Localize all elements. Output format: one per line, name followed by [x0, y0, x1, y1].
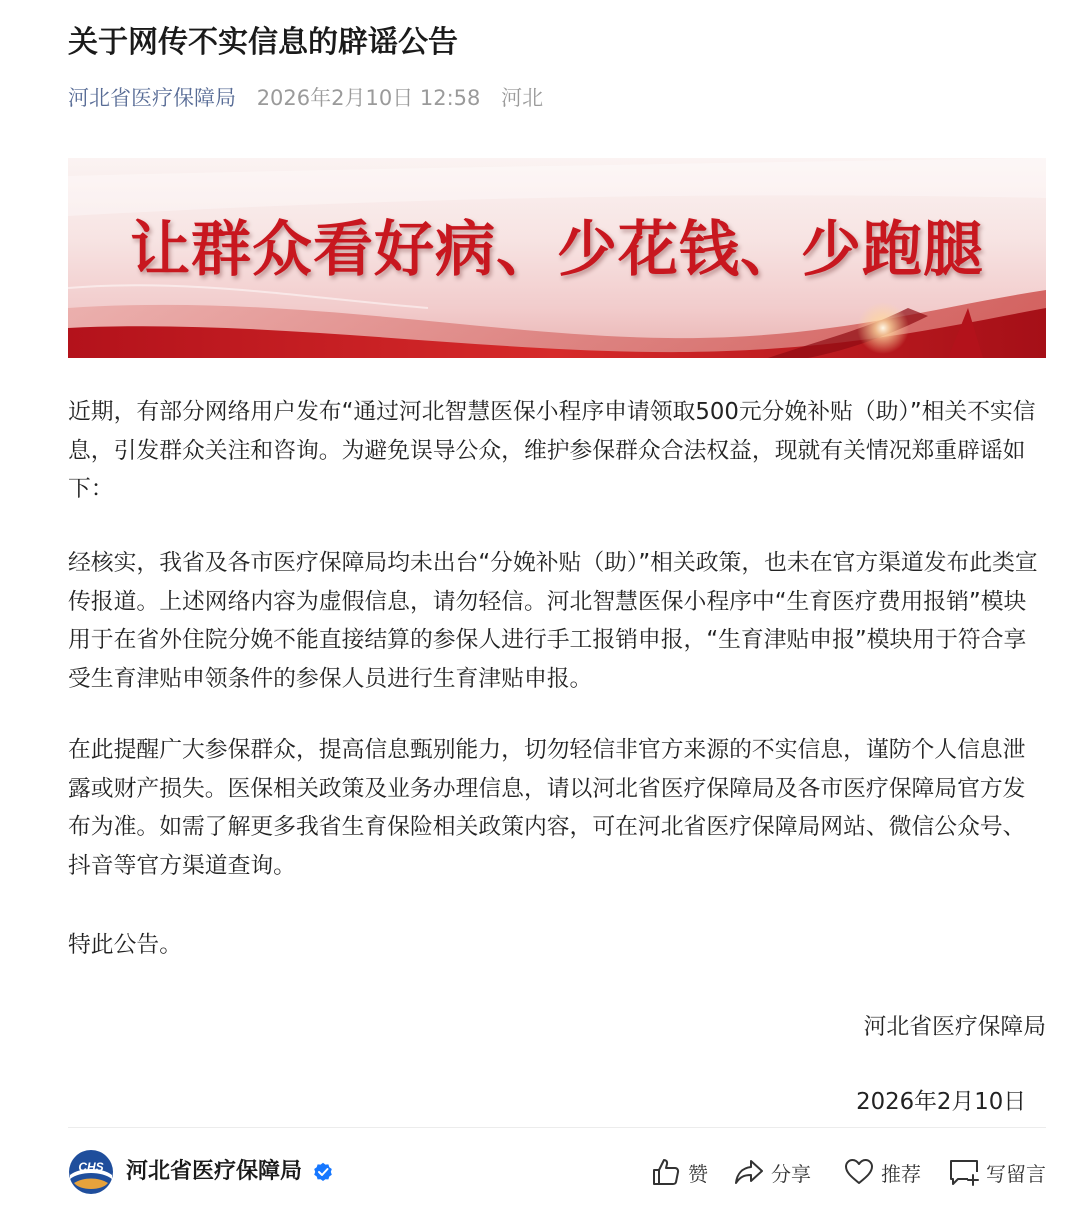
comment-plus-icon [948, 1156, 980, 1188]
comment-label: 写留言 [986, 1161, 1046, 1186]
signature-date: 2026年2月10日 [856, 1089, 1026, 1115]
recommend-label: 推荐 [881, 1161, 921, 1186]
avatar-logo-text: CHS [78, 1160, 104, 1174]
article-paragraph: 在此提醒广大参保群众，提高信息甄别能力，切勿轻信非官方来源的不实信息，谨防个人信息泄露或财产损失。医保相关政策及业务办理信息，请以河北省医疗保障局及各市医疗保障局官方发布为准。如需了解更多我省生育保险相关政策内容，可在河北省医疗保障局网站、微信公众号、抖音等官方渠道查询。 [68, 737, 1026, 879]
publish-location: 河北 [501, 86, 544, 110]
author-link[interactable]: 河北省医疗保障局 [68, 86, 236, 110]
signature-org: 河北省医疗保障局 [863, 1014, 1046, 1040]
share-arrow-icon [733, 1156, 765, 1188]
thumbs-up-icon [650, 1156, 682, 1188]
heart-icon [843, 1156, 875, 1188]
comment-button[interactable] [948, 1152, 1046, 1192]
publish-datetime: 2026年2月10日 12:58 [256, 86, 481, 110]
account-footer-bar [68, 1128, 1046, 1206]
verified-badge-icon [313, 1162, 333, 1182]
like-button[interactable] [650, 1152, 708, 1192]
article-paragraph: 经核实，我省及各市医疗保障局均未出台“分娩补贴（助）”相关政策，也未在官方渠道发布此类宣传报道。上述网络内容为虚假信息，请勿轻信。河北智慧医保小程序中“生育医疗费用报销”模块用于在省外住院分娩不能直接结算的参保人进行手工报销申报，“生育津贴申报”模块用于符合享受生育津贴申领条件的参保人员进行生育津贴申报。 [68, 550, 1038, 692]
banner-slogan: 让群众看好病、少花钱、少跑腿 [130, 215, 984, 285]
article-paragraph: 近期，有部分网络用户发布“通过河北智慧医保小程序申请领取500元分娩补贴（助）”相关不实信息，引发群众关注和咨询。为避免误导公众，维护参保群众合法权益，现就有关情况郑重辟谣如下： [68, 399, 1036, 502]
like-label: 赞 [688, 1161, 708, 1186]
recommend-button[interactable] [843, 1152, 921, 1192]
share-button[interactable] [733, 1152, 811, 1192]
article-banner-image [68, 158, 1046, 358]
article-title: 关于网传不实信息的辟谣公告 [68, 25, 458, 60]
account-avatar[interactable] [68, 1149, 114, 1195]
article-closing: 特此公告。 [68, 932, 182, 958]
share-label: 分享 [771, 1161, 811, 1186]
article-meta [68, 82, 543, 114]
account-name[interactable]: 河北省医疗保障局 [126, 1159, 303, 1184]
